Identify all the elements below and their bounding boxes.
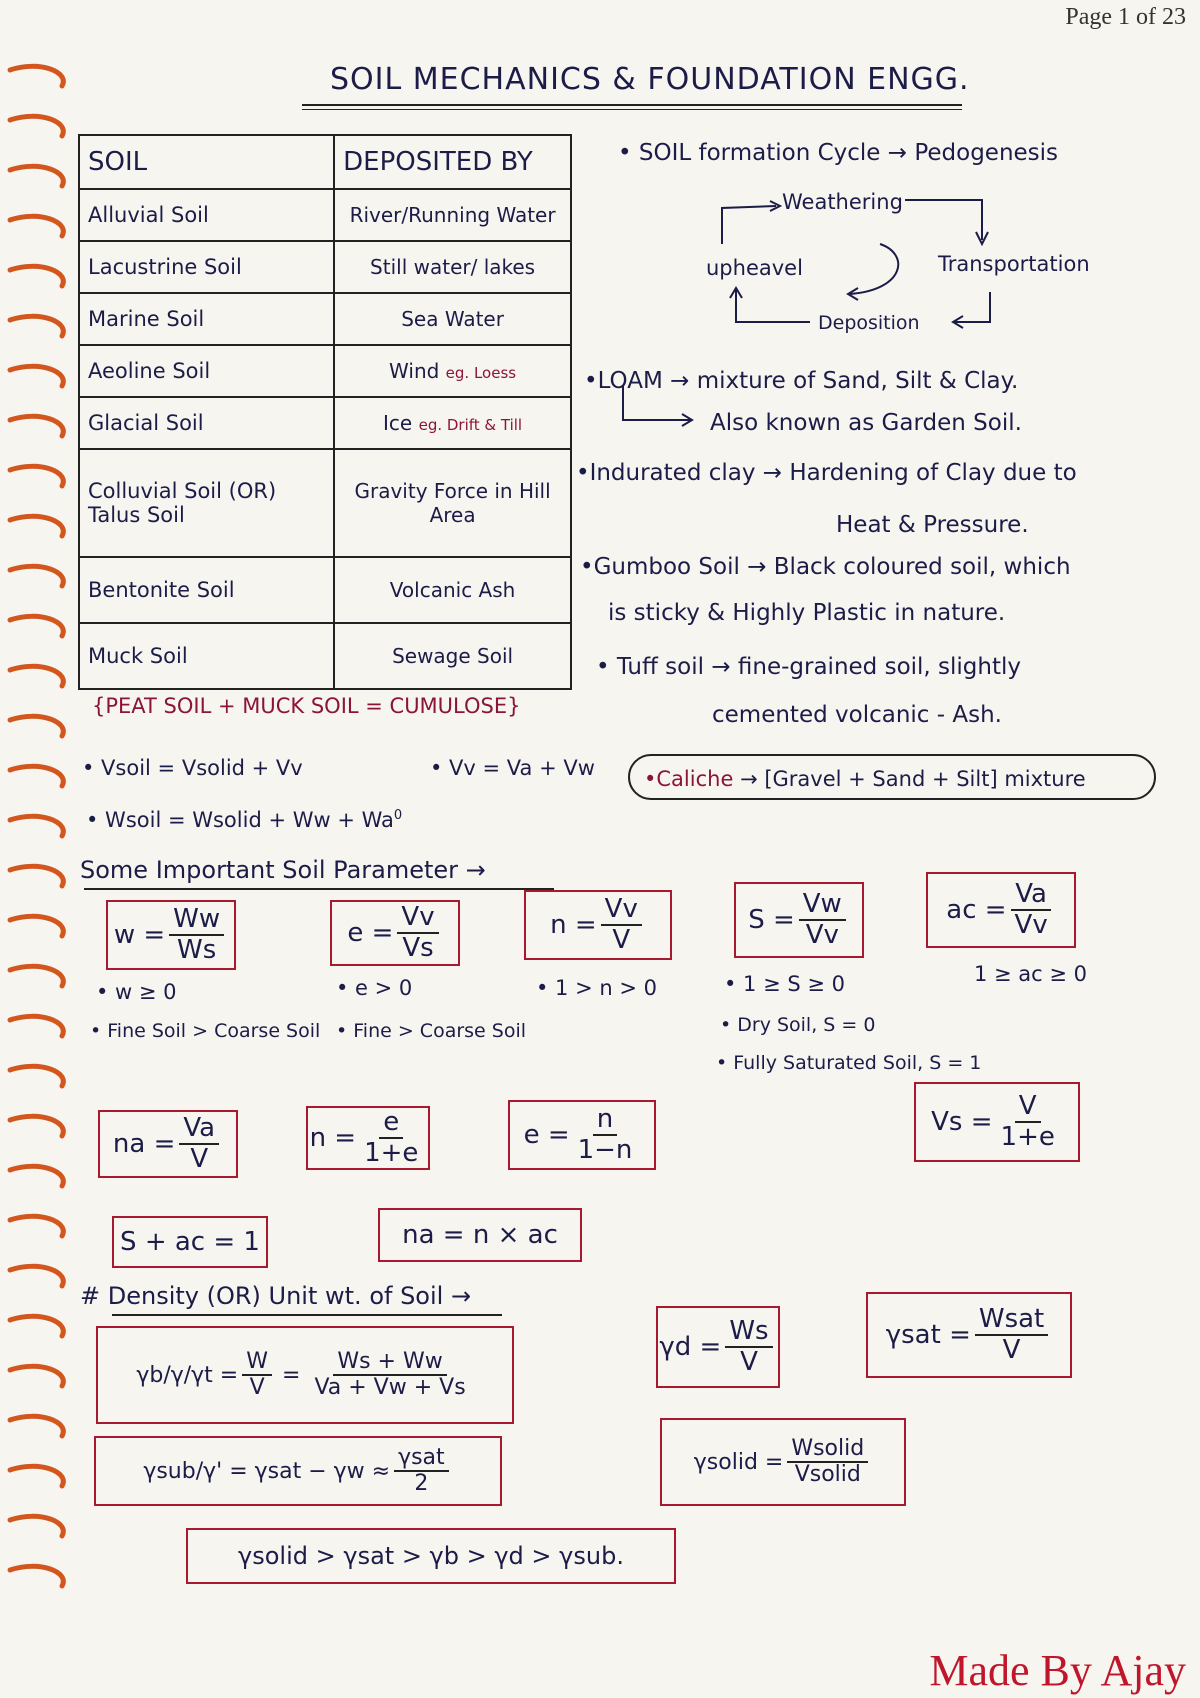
- fraction: [394, 1446, 449, 1496]
- air-content-formula: [926, 872, 1076, 948]
- denominator: V: [740, 1347, 758, 1377]
- solid-volume-formula: [914, 1082, 1080, 1162]
- formula-lhs: γsat =: [885, 1320, 971, 1350]
- porosity-from-e-formula: [306, 1106, 430, 1170]
- denominator: Vv: [1014, 910, 1048, 940]
- saturation-formula: [734, 882, 864, 958]
- soil-name: Muck Soil: [79, 623, 334, 689]
- s-range-note: • 1 ≥ S ≥ 0: [724, 972, 846, 996]
- denominator: V: [1002, 1335, 1021, 1365]
- cycle-weathering: Weathering: [782, 190, 903, 214]
- s-ac-relation: S + ac = 1: [112, 1216, 268, 1268]
- fraction: [169, 905, 224, 964]
- vsoil-eq: • Vsoil = Vsolid + Vv: [82, 756, 303, 780]
- numerator: Wsat: [975, 1305, 1048, 1336]
- deposited-by: River/Running Water: [334, 189, 571, 241]
- denominator: Vsolid: [794, 1462, 861, 1487]
- params-heading-underline: [84, 888, 554, 890]
- formula-lhs: γd =: [659, 1332, 722, 1362]
- denominator: 2: [414, 1471, 429, 1496]
- deposit-example: eg. Drift & Till: [418, 416, 523, 434]
- page-title: SOIL MECHANICS & FOUNDATION ENGG.: [330, 62, 970, 97]
- indurated-note: •Indurated clay → Hardening of Clay due to: [576, 460, 1077, 486]
- denominator: 1−n: [577, 1135, 633, 1165]
- solid-unit-weight-formula: [660, 1418, 906, 1506]
- numerator: Wsolid: [787, 1437, 868, 1463]
- formula-lhs: γsub/γ' = γsat − γw ≈: [143, 1458, 391, 1484]
- fraction: [242, 1350, 272, 1400]
- params-heading: Some Important Soil Parameter →: [80, 856, 486, 884]
- soil-name: Lacustrine Soil: [79, 241, 334, 293]
- fraction: [179, 1114, 219, 1173]
- indurated-note-2: Heat & Pressure.: [836, 512, 1029, 538]
- deposited-by: Sewage Soil: [334, 623, 571, 689]
- unit-weight-order: γsolid > γsat > γb > γd > γsub.: [186, 1528, 676, 1584]
- fraction: [360, 1108, 422, 1167]
- n-range-note: • 1 > n > 0: [536, 976, 657, 1000]
- fraction: [997, 1092, 1059, 1151]
- caliche-text: → [Gravel + Sand + Silt] mixture: [740, 767, 1086, 791]
- air-void-ratio-formula: [98, 1110, 238, 1178]
- formula-lhs: e =: [347, 918, 394, 948]
- fraction: [725, 1317, 772, 1376]
- w-fine-coarse-note: • Fine Soil > Coarse Soil: [90, 1020, 321, 1042]
- denominator: Vv: [805, 920, 839, 950]
- void-ratio-formula: [330, 900, 460, 966]
- tuff-note: • Tuff soil → fine-grained soil, slightly: [596, 654, 1022, 680]
- soil-name: Marine Soil: [79, 293, 334, 345]
- deposited-by: Volcanic Ash: [334, 557, 571, 623]
- numerator: Ws: [725, 1317, 772, 1348]
- denominator: Ws: [177, 935, 217, 965]
- porosity-formula: [524, 890, 672, 960]
- formula-lhs: n =: [309, 1123, 357, 1153]
- numerator: V: [1015, 1092, 1041, 1123]
- wsoil-eq: [86, 808, 402, 832]
- e-fine-coarse-note: • Fine > Coarse Soil: [336, 1020, 527, 1042]
- formula-lhs: na =: [112, 1129, 176, 1159]
- wa-zero: 0: [393, 808, 403, 823]
- peat-note: {PEAT SOIL + MUCK SOIL = CUMULOSE}: [92, 694, 521, 718]
- deposit-example: eg. Loess: [445, 364, 517, 382]
- table-header-deposited: DEPOSITED BY: [334, 135, 571, 189]
- fraction: [1011, 880, 1052, 939]
- formula-lhs: ac =: [946, 895, 1007, 925]
- denominator: V: [249, 1375, 265, 1400]
- gumboo-note-2: is sticky & Highly Plastic in nature.: [608, 600, 1006, 626]
- s-saturated-note: • Fully Saturated Soil, S = 1: [716, 1052, 982, 1074]
- denominator: Vs: [402, 933, 434, 963]
- ac-range-note: 1 ≥ ac ≥ 0: [974, 962, 1088, 986]
- bulk-unit-weight-formula: [96, 1326, 514, 1424]
- formula-lhs: γb/γ/γt =: [136, 1362, 239, 1388]
- fraction: [310, 1350, 469, 1400]
- numerator: Vw: [799, 890, 846, 921]
- e-range-note: • e > 0: [336, 976, 413, 1000]
- deposited-by: Sea Water: [334, 293, 571, 345]
- deposited-by: Gravity Force in Hill Area: [334, 449, 571, 557]
- fraction: [787, 1437, 868, 1487]
- formula-lhs: γsolid =: [693, 1449, 784, 1475]
- na-relation: na = n × ac: [378, 1208, 582, 1262]
- dry-unit-weight-formula: [656, 1306, 780, 1388]
- caliche-note: [628, 754, 1156, 800]
- density-heading: # Density (OR) Unit wt. of Soil →: [80, 1282, 472, 1310]
- numerator: Va: [1011, 880, 1051, 911]
- formula-lhs: n =: [550, 910, 597, 940]
- soil-name: Bentonite Soil: [79, 557, 334, 623]
- denominator: 1+e: [364, 1138, 419, 1168]
- signature: Made By Ajay: [929, 1646, 1186, 1695]
- caliche-label: •Caliche: [644, 767, 734, 791]
- deposited-by: Ice: [383, 411, 413, 435]
- loam-aka-note: Also known as Garden Soil.: [710, 410, 1022, 436]
- numerator: W: [242, 1350, 272, 1376]
- wsoil-eq-text: • Wsoil = Wsolid + Ww + Wa: [86, 808, 394, 832]
- submerged-unit-weight-formula: [94, 1436, 502, 1506]
- w-range-note: • w ≥ 0: [96, 980, 177, 1004]
- formula-lhs: w =: [113, 920, 166, 950]
- soil-name: Colluvial Soil (OR) Talus Soil: [79, 449, 334, 557]
- density-heading-underline: [112, 1314, 502, 1316]
- numerator: Va: [179, 1114, 219, 1145]
- numerator: Ws + Ww: [333, 1350, 446, 1376]
- saturated-unit-weight-formula: [866, 1292, 1072, 1378]
- water-content-formula: [106, 900, 236, 970]
- gumboo-note: •Gumboo Soil → Black coloured soil, which: [580, 554, 1071, 580]
- denominator: V: [612, 925, 631, 955]
- table-header-soil: SOIL: [79, 135, 334, 189]
- page-number: Page 1 of 23: [1065, 4, 1186, 30]
- fraction: [975, 1305, 1048, 1364]
- numerator: Ww: [169, 905, 224, 936]
- vv-eq: • Vv = Va + Vw: [430, 756, 595, 780]
- numerator: e: [379, 1108, 403, 1139]
- tuff-note-2: cemented volcanic - Ash.: [712, 702, 1002, 728]
- formula-lhs: S =: [748, 905, 795, 935]
- soil-name: Alluvial Soil: [79, 189, 334, 241]
- denominator: 1+e: [1000, 1122, 1055, 1152]
- fraction: [601, 895, 642, 954]
- cycle-transportation: Transportation: [938, 252, 1090, 276]
- denominator: Va + Vw + Vs: [314, 1375, 466, 1400]
- numerator: γsat: [394, 1446, 449, 1472]
- deposited-by: Still water/ lakes: [334, 241, 571, 293]
- formula-lhs: e =: [523, 1120, 570, 1150]
- s-dry-note: • Dry Soil, S = 0: [720, 1014, 876, 1036]
- fraction: [397, 903, 438, 962]
- formation-heading: • SOIL formation Cycle → Pedogenesis: [618, 140, 1059, 166]
- numerator: n: [593, 1105, 617, 1136]
- cycle-upheaval: upheavel: [706, 256, 803, 280]
- loam-note: •LOAM → mixture of Sand, Silt & Clay.: [584, 368, 1019, 394]
- fraction: [799, 890, 846, 949]
- fraction: [574, 1105, 637, 1164]
- soil-name: Glacial Soil: [79, 397, 334, 449]
- formula-lhs: Vs =: [931, 1107, 993, 1137]
- denominator: V: [190, 1144, 209, 1174]
- cycle-deposition: Deposition: [818, 312, 920, 334]
- soil-name: Aeoline Soil: [79, 345, 334, 397]
- numerator: Vv: [601, 895, 642, 926]
- deposited-by: Wind: [389, 359, 440, 383]
- numerator: Vv: [397, 903, 438, 934]
- equals-sign: =: [282, 1362, 301, 1388]
- void-ratio-from-n-formula: [508, 1100, 656, 1170]
